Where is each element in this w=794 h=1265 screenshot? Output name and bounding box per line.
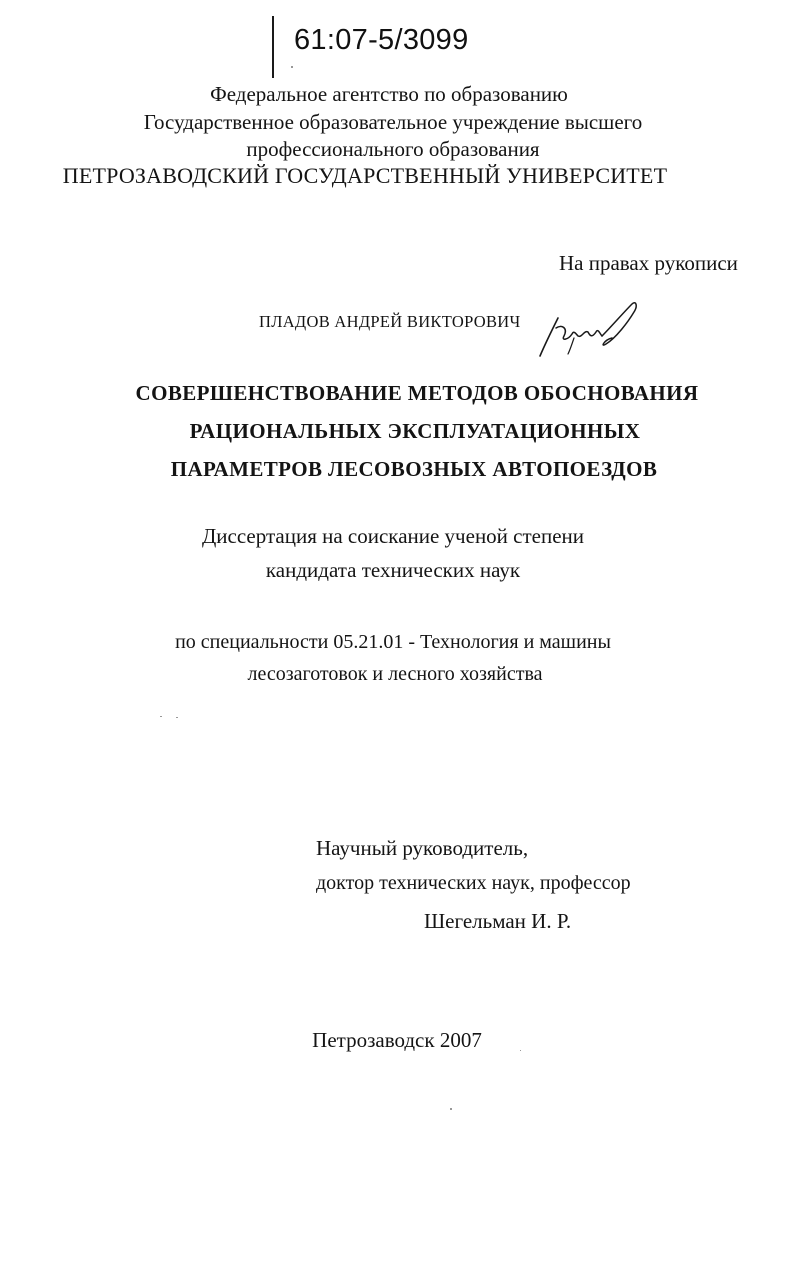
scan-speck [291, 66, 293, 68]
specialty-line-1: по специальности 05.21.01 - Технология и машины [175, 631, 611, 653]
university-name: ПЕТРОЗАВОДСКИЙ ГОСУДАРСТВЕННЫЙ УНИВЕРСИТЕТ [62, 163, 668, 188]
scan-speck [160, 716, 162, 717]
advisor-degree: доктор технических наук, профессор [316, 872, 631, 894]
thesis-title-line-1: СОВЕРШЕНСТВОВАНИЕ МЕТОДОВ ОБОСНОВАНИЯ [135, 381, 699, 405]
scan-speck [450, 1108, 452, 1110]
author-signature [534, 298, 644, 362]
thesis-title-line-3: ПАРАМЕТРОВ ЛЕСОВОЗНЫХ АВТОПОЕЗДОВ [170, 457, 658, 481]
scan-speck [520, 1050, 521, 1051]
agency-name: Федеральное агентство по образованию [210, 82, 568, 106]
specialty-line-2: лесозаготовок и лесного хозяйства [247, 663, 543, 685]
advisor-name: Шегельман И. Р. [424, 909, 572, 933]
thesis-title-line-2: РАЦИОНАЛЬНЫХ ЭКСПЛУАТАЦИОННЫХ [189, 419, 641, 443]
institution-line-1: Государственное образовательное учреждение высшего [143, 110, 643, 134]
dissertation-line-1: Диссертация на соискание ученой степени [201, 524, 585, 548]
institution-line-2: профессионального образования [246, 137, 540, 161]
scan-speck [176, 717, 178, 718]
city-year: Петрозаводск 2007 [312, 1028, 482, 1052]
advisor-label: Научный руководитель, [316, 836, 529, 860]
archive-code: 61:07-5/3099 [294, 24, 469, 56]
manuscript-note: На правах рукописи [559, 251, 738, 275]
author-name: ПЛАДОВ АНДРЕЙ ВИКТОРОВИЧ [259, 312, 521, 331]
stamp-bar [272, 16, 274, 78]
dissertation-line-2: кандидата технических наук [265, 558, 521, 582]
